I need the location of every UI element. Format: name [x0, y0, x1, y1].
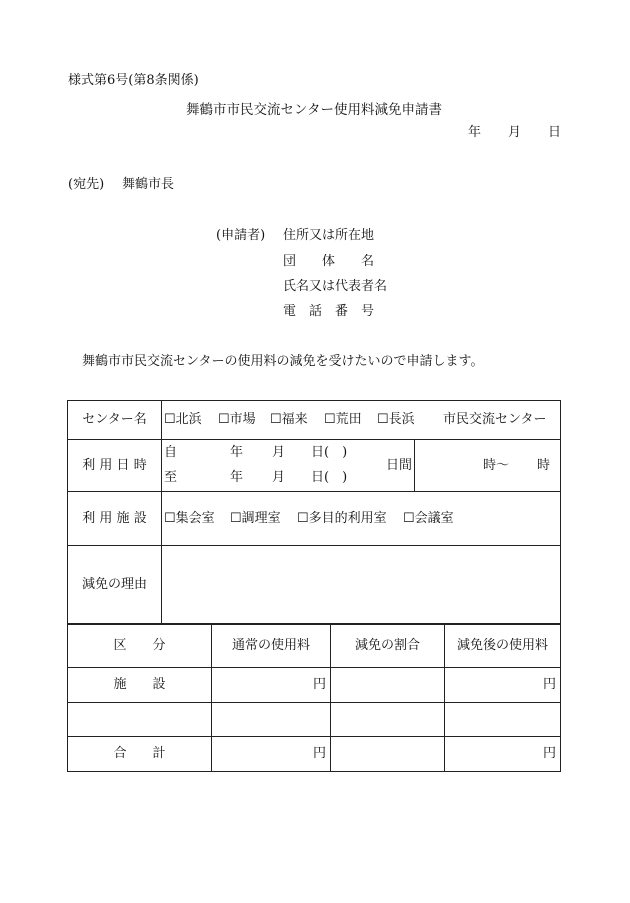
date-year-unit: 年	[468, 125, 482, 140]
date-from-label: 自	[164, 445, 178, 460]
fee-total-normal-yen: 円	[312, 746, 326, 761]
addressee-label: (宛先)	[68, 177, 105, 192]
center-name-suffix: 市民交流センター	[443, 412, 547, 427]
reduction-reason-label: 減免の理由	[81, 576, 147, 592]
fee-facility-normal-yen: 円	[312, 677, 326, 692]
facility-option-meeting-hall[interactable]: ☐集会室	[164, 511, 215, 526]
center-name-label: センター名	[82, 412, 147, 427]
fee-total-reduced-yen: 円	[542, 746, 556, 761]
date-from-month-unit: 月	[272, 445, 286, 460]
fee-facility-reduced-yen: 円	[542, 677, 556, 692]
date-from-year-unit: 年	[230, 445, 244, 460]
fee-header-reduced-fee: 減免後の使用料	[456, 638, 548, 653]
applicant-phone-label: 電 話 番 号	[283, 304, 375, 319]
time-to-label: 時	[537, 458, 551, 473]
date-from-day-unit: 日( )	[311, 445, 348, 460]
center-option-kitahama[interactable]: ☐北浜	[164, 412, 202, 427]
date-to-month-unit: 月	[272, 470, 286, 485]
applicant-group-label: 団 体 名	[283, 254, 375, 269]
center-option-ichiba[interactable]: ☐市場	[218, 412, 256, 427]
fee-header-category: 区 分	[113, 638, 166, 653]
facility-label: 利 用 施 設	[82, 510, 147, 526]
application-statement: 舞鶴市市民交流センターの使用料の減免を受けたいので申請します。	[82, 354, 484, 369]
center-option-fukurai[interactable]: ☐福来	[270, 412, 308, 427]
applicant-address-label: 住所又は所在地	[283, 228, 375, 243]
fee-header-reduction-rate: 減免の割合	[354, 638, 420, 653]
facility-option-cooking-room[interactable]: ☐調理室	[230, 511, 281, 526]
datetime-label: 利 用 日 時	[82, 457, 147, 473]
time-from-label: 時〜	[483, 458, 510, 473]
applicant-name-label: 氏名又は代表者名	[283, 279, 388, 294]
addressee: 舞鶴市長	[122, 177, 175, 192]
date-day-unit: 日	[548, 125, 562, 140]
date-to-label: 至	[164, 470, 178, 485]
center-option-arata[interactable]: ☐荒田	[324, 412, 362, 427]
fee-row-facility-label: 施 設	[113, 677, 166, 692]
fee-row-total-label: 合 計	[113, 746, 166, 761]
fee-table-row-divider	[67, 702, 561, 703]
table1-column-divider	[161, 400, 162, 624]
form-style-number: 様式第6号(第8条関係)	[68, 73, 199, 88]
date-month-unit: 月	[508, 125, 522, 140]
date-to-year-unit: 年	[230, 470, 244, 485]
facility-option-conference-room[interactable]: ☐会議室	[403, 511, 454, 526]
reduction-reason-field[interactable]	[164, 548, 558, 621]
days-count-label: 日間	[386, 458, 413, 473]
datetime-time-divider	[414, 439, 415, 491]
applicant-label: (申請者)	[216, 228, 266, 243]
fee-header-normal-fee: 通常の使用料	[231, 638, 310, 653]
date-to-day-unit: 日( )	[311, 470, 348, 485]
form-title: 舞鶴市市民交流センター使用料減免申請書	[186, 102, 442, 118]
center-option-nagahama[interactable]: ☐長浜	[377, 412, 415, 427]
facility-option-multipurpose-room[interactable]: ☐多目的利用室	[297, 511, 387, 526]
